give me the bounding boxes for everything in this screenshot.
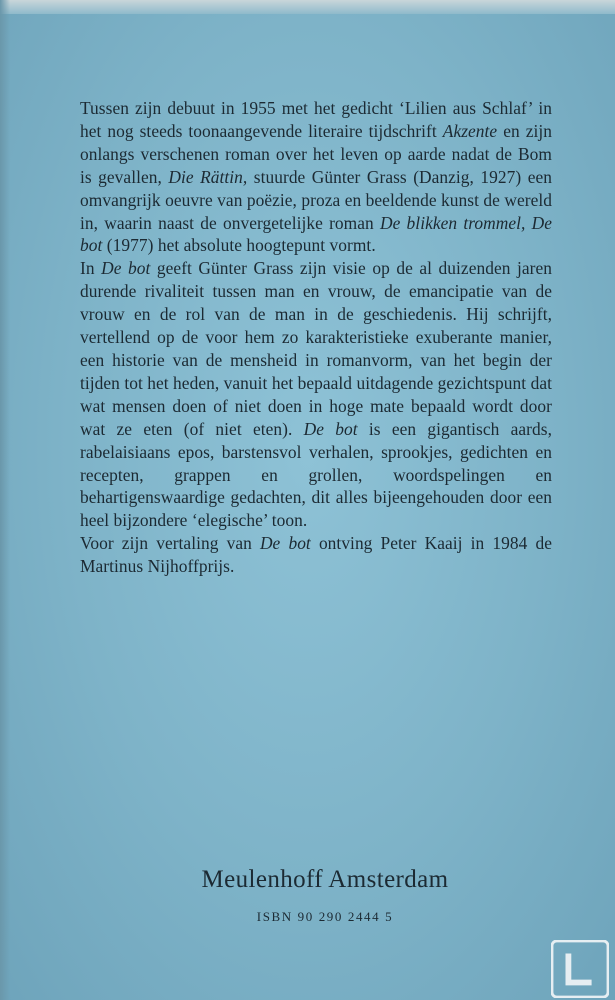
cover-top-edge xyxy=(0,0,615,14)
blurb-text-run: (1977) het absolute hoogtepunt vormt. xyxy=(102,235,376,256)
blurb-text-run: geeft Günter Grass zijn visie op de al duizenden jaren durende rivaliteit tussen man en vrouw, de emancipatie van de vrouw en de rol van de man in de geschiedenis. Hij schrijft, vertellend op de voor hem zo karakteristieke exuberante manier, een historie van de mensheid in romanvorm, van het begin der tijden tot het heden, vanuit het bepaald uitdagende gezichtspunt dat wat mensen doen of niet doen in hoge mate bepaald wordt door wat ze eten (of niet eten). xyxy=(80,258,552,439)
blurb-paragraph-2 xyxy=(80,257,552,532)
lastdodo-logo-icon xyxy=(551,940,609,998)
blurb-text xyxy=(80,97,552,578)
publisher-name: Meulenhoff Amsterdam xyxy=(201,866,449,893)
blurb-text-run: is een gigantisch aards, rabelaisiaans epos, barstensvol verhalen, sprookjes, gedichten en recepten, grappen en grollen, woordspelingen en behartigenswaardige gedachten, dit alles bijeengehouden door een heel bijzondere ‘elegische’ toon. xyxy=(80,418,552,531)
blurb-text-run: Tussen zijn debuut in 1955 met het gedicht ‘Lilien aus Schlaf’ in het nog steeds toonaangevende literaire tijdschrift xyxy=(80,98,552,141)
italic-title-text: De bot xyxy=(259,533,311,554)
italic-title-text: Die Rättin, xyxy=(168,166,248,187)
italic-title-text: De bot xyxy=(101,258,151,279)
cover-left-edge xyxy=(0,0,10,1000)
blurb-text-run: stuurde Günter Grass (Danzig, 1927) een omvangrijk oeuvre van poëzie, proza en beeldende kunst de wereld in, waarin naast de onvergetelijke roman xyxy=(80,166,553,233)
blurb-text-run: ontving Peter Kaaij in 1984 de Martinus Nijhoffprijs. xyxy=(80,533,553,577)
italic-title-text: De blikken trommel, De bot xyxy=(80,212,552,256)
blurb-text-run: In xyxy=(80,258,102,279)
blurb-text-run: en zijn onlangs verschenen roman over het leven op aarde nadat de Bom is gevallen, xyxy=(80,120,552,187)
blurb-paragraph-1 xyxy=(80,97,552,257)
italic-title-text: Akzente xyxy=(442,120,498,141)
isbn-number: ISBN 90 290 2444 5 xyxy=(256,909,394,924)
blurb-text-run: Voor zijn vertaling van xyxy=(80,533,260,554)
italic-title-text: De bot xyxy=(303,418,358,439)
blurb-paragraph-3 xyxy=(80,532,552,578)
